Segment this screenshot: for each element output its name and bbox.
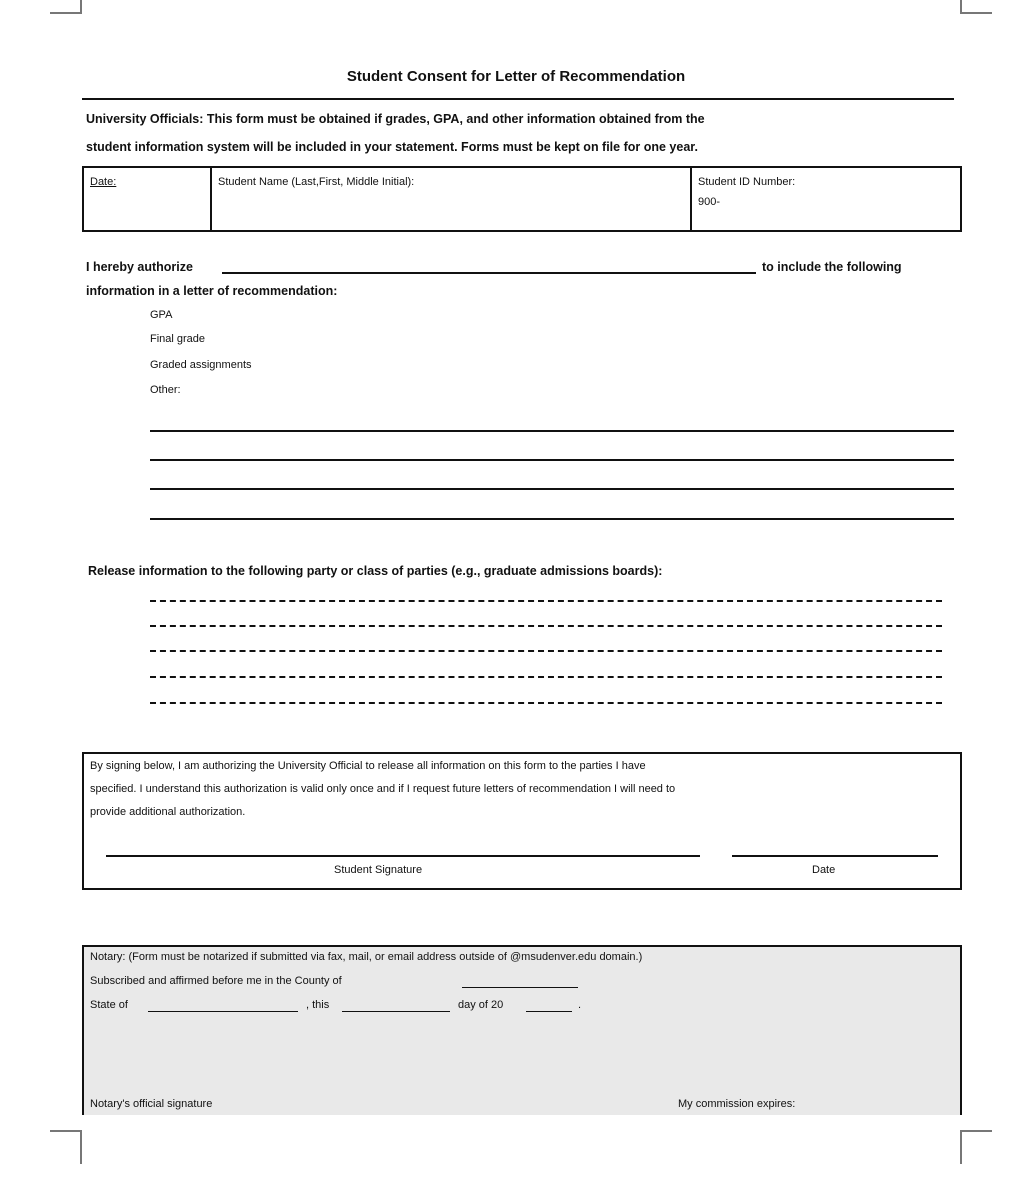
consent-line-1: By signing below, I am authorizing the University Official to release all information on this form to the parties I have bbox=[90, 760, 646, 772]
other-line-4[interactable] bbox=[150, 518, 954, 520]
notary-this-label: , this bbox=[306, 999, 330, 1011]
student-id-cell[interactable] bbox=[692, 168, 960, 230]
crop-mark-top-right-h bbox=[960, 12, 992, 14]
notary-section bbox=[82, 945, 962, 1115]
notary-county-label: Subscribed and affirmed before me in the County of bbox=[90, 975, 342, 987]
release-line-4[interactable] bbox=[150, 676, 942, 678]
notary-official-signature-label: Notary's official signature bbox=[90, 1098, 213, 1110]
notary-this-line[interactable] bbox=[342, 1011, 450, 1012]
release-line-2[interactable] bbox=[150, 625, 942, 627]
crop-mark-bottom-right-h bbox=[960, 1130, 992, 1132]
crop-mark-bottom-left-h bbox=[50, 1130, 82, 1132]
student-signature-label: Student Signature bbox=[334, 864, 423, 876]
consent-line-3: provide additional authorization. bbox=[90, 806, 246, 818]
form-title: Student Consent for Letter of Recommendation bbox=[346, 68, 686, 85]
other-line-3[interactable] bbox=[150, 488, 954, 490]
release-line-5[interactable] bbox=[150, 702, 942, 704]
consent-line-2: specified. I understand this authorization is valid only once and if I request future letters of recommendation I will need to bbox=[90, 783, 676, 795]
signature-date-label: Date bbox=[812, 864, 836, 876]
other-line-1[interactable] bbox=[150, 430, 954, 432]
student-name-cell[interactable] bbox=[212, 168, 692, 230]
intro-line-2: student information system will be included in your statement. Forms must be kept on file for one year. bbox=[86, 140, 698, 154]
other-line-2[interactable] bbox=[150, 459, 954, 461]
date-cell[interactable] bbox=[84, 168, 212, 230]
notary-year-line[interactable] bbox=[526, 1011, 572, 1012]
student-id-prefix: 900- bbox=[698, 196, 721, 208]
notary-line-1: Notary: (Form must be notarized if submitted via fax, mail, or email address outside of @msudenver.edu domain.) bbox=[90, 951, 643, 963]
release-line-1[interactable] bbox=[150, 600, 942, 602]
crop-mark-top-left-h bbox=[50, 12, 82, 14]
student-name-label: Student Name (Last,First, Middle Initial): bbox=[218, 176, 415, 188]
crop-mark-bottom-left bbox=[80, 1130, 82, 1164]
consent-box bbox=[82, 752, 962, 890]
notary-commission-label: My commission expires: bbox=[678, 1098, 796, 1110]
authorize-party-line[interactable] bbox=[222, 272, 756, 274]
release-line-3[interactable] bbox=[150, 650, 942, 652]
student-signature-line[interactable] bbox=[106, 855, 700, 857]
date-label: Date: bbox=[90, 176, 117, 188]
notary-state-label: State of bbox=[90, 999, 128, 1011]
option-graded-assignments[interactable]: Graded assignments bbox=[150, 359, 252, 371]
notary-state-line[interactable] bbox=[148, 1011, 298, 1012]
notary-county-line[interactable] bbox=[462, 987, 578, 988]
authorize-suffix: to include the following bbox=[762, 260, 902, 274]
signature-date-line[interactable] bbox=[732, 855, 938, 857]
release-label: Release information to the following party or class of parties (e.g., graduate admissions boards): bbox=[88, 564, 663, 578]
authorize-line-2: information in a letter of recommendation: bbox=[86, 284, 338, 298]
crop-mark-bottom-right bbox=[960, 1130, 962, 1164]
option-gpa[interactable]: GPA bbox=[150, 309, 173, 321]
notary-period: . bbox=[578, 999, 582, 1011]
option-final-grade[interactable]: Final grade bbox=[150, 333, 206, 345]
notary-day-of-label: day of 20 bbox=[458, 999, 504, 1011]
intro-line-1: University Officials: This form must be obtained if grades, GPA, and other information obtained from the bbox=[86, 112, 705, 126]
title-rule bbox=[82, 98, 954, 100]
option-other[interactable]: Other: bbox=[150, 384, 181, 396]
student-id-label: Student ID Number: bbox=[698, 176, 796, 188]
authorize-prefix: I hereby authorize bbox=[86, 260, 193, 274]
student-info-table bbox=[82, 166, 962, 232]
